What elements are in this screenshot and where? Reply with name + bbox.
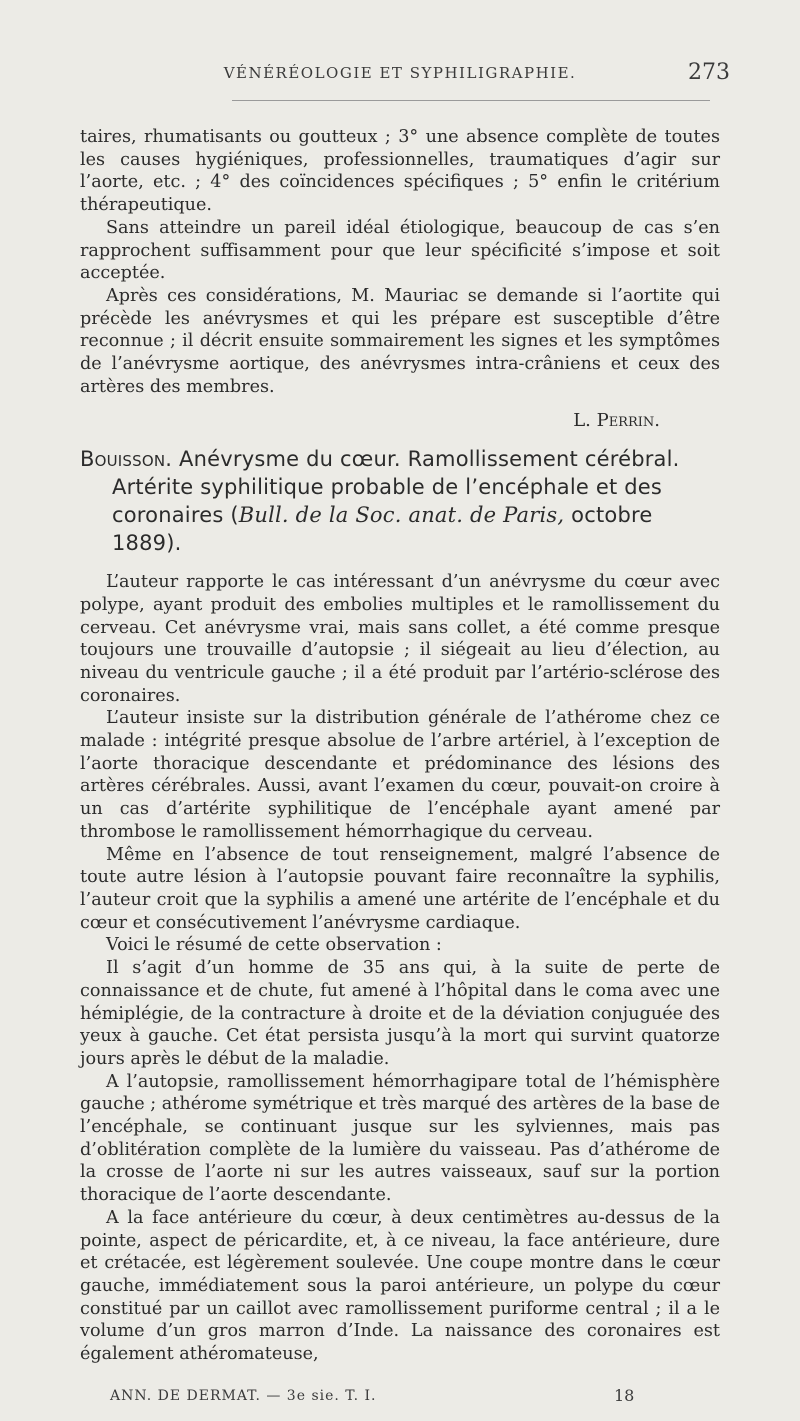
page-number: 273 [688, 60, 730, 85]
running-title: VÉNÉRÉOLOGIE ET SYPHILIGRAPHIE. [223, 64, 577, 82]
article-date: octobre 1889). [112, 503, 653, 556]
body-text [80, 126, 720, 1366]
paragraph: taires, rhumatisants ou goutteux ; 3° une absence complète de toutes les causes hygiéniques, professionnelles, traumatiques d’agir sur l’aorte, etc. ; 4° des coïncidences spécifiques ; 5° enfin le critérium thérapeutique. [80, 127, 720, 216]
article-body [80, 571, 720, 1366]
article-author: Bouisson. [80, 447, 173, 472]
paragraph: A l’autopsie, ramollissement hémorrhagipare total de l’hémisphère gauche ; athérome symétrique et très marqué des artères de la base de l’encéphale, se continuant jusque sur les sylviennes, mais pas d’oblitération complète de la lumière du vaisseau. Pas d’athérome de la crosse de l’aorte ni sur les autres vaisseaux, sauf sur la portion thoracique de l’aorte descendante. [80, 1071, 720, 1206]
running-header [80, 60, 730, 100]
article-citation: Bull. de la Soc. anat. de Paris, [238, 503, 565, 528]
paragraph: Voici le résumé de cette observation : [106, 935, 442, 956]
paragraph: L’auteur insiste sur la distribution générale de l’athérome chez ce malade : intégrité presque absolue de l’arbre artériel, à l’exception de l’aorte thoracique descendante et prédominance des lésions des artères cérébrales. Aussi, avant l’examen du cœur, pouvait-on croire à un cas d’artérite syphilitique de l’encéphale ayant amené par thrombose le ramollissement hémorrhagique du cerveau. [80, 708, 720, 842]
paragraph: A la face antérieure du cœur, à deux centimètres au-dessus de la pointe, aspect de péricardite, et, à ce niveau, la face antérieure, dure et crétacée, est légèrement soulevée. Une coupe montre dans le cœur gauche, immédiatement sous la paroi antérieure, un polype du cœur constitué par un caillot avec ramollissement puriforme central ; il a le volume d’un gros marron d’Inde. La naissance des coronaires est également athéromateuse, [80, 1207, 720, 1365]
paragraph: Il s’agit d’un homme de 35 ans qui, à la suite de perte de connaissance et de chute, fut amené à l’hôpital dans le coma avec une hémiplégie, de la contracture à droite et de la déviation conjuguée des yeux à gauche. Cet état persista jusqu’à la mort qui survint quatorze jours après le début de la maladie. [80, 958, 720, 1069]
page-footer [110, 1388, 690, 1408]
paragraph: Même en l’absence de tout renseignement, malgré l’absence de toute autre lésion à l’autopsie pouvant faire reconnaître la syphilis, l’auteur croit que la syphilis a amené une artérite de l’encéphale et du cœur et consécutivement l’anévrysme cardiaque. [80, 844, 720, 933]
header-rule [232, 100, 710, 101]
paragraph: Après ces considérations, M. Mauriac se demande si l’aortite qui précède les anévrysmes et qui les prépare est susceptible d’être reconnue ; il décrit ensuite sommairement les signes et les symptômes de l’anévrysme aortique, des anévrysmes intra-crâniens et ceux des artères des membres. [80, 285, 720, 397]
intro-section [80, 126, 720, 398]
article-title: Anévrysme du cœur. Ramollissement cérébral. Artérite syphilitique probable de l’encéphale et des coronaires ( [112, 447, 680, 528]
article-heading [80, 445, 720, 557]
footer-signature-number: 18 [614, 1386, 635, 1405]
paragraph: L’auteur rapporte le cas intéressant d’un anévrysme du cœur avec polype, ayant produit des embolies multiples et le ramollissement du cerveau. Cet anévrysme vrai, mais sans collet, a été comme presque toujours une trouvaille d’autopsie ; il siégeait au lieu d’élection, au niveau du ventricule gauche ; il a été produit par l’artério-sclérose des coronaires. [80, 572, 720, 706]
paragraph: Sans atteindre un pareil idéal étiologique, beaucoup de cas s’en rapprochent suffisamment pour que leur spécificité s’impose et soit acceptée. [80, 217, 720, 284]
signature: L. Perrin. [573, 410, 660, 432]
footer-journal: ANN. DE DERMAT. — 3e sie. T. I. [110, 1388, 377, 1404]
